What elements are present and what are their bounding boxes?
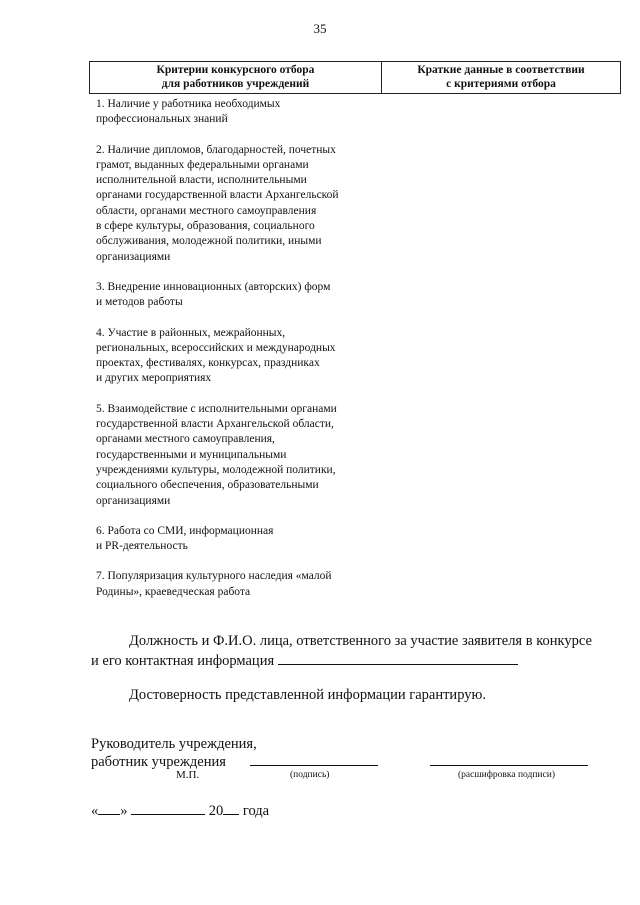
signature-caption: (подпись) [290,770,330,780]
decoding-caption: (расшифровка подписи) [458,770,555,780]
header-criteria-line1: Критерии конкурсного отбора [156,64,315,76]
responsible-line2: и его контактная информация [91,653,275,669]
criterion-item: 3. Внедрение инновационных (авторских) форм и методов работы [96,280,331,309]
criterion-item: 5. Взаимодействие с исполнительными органами государственной власти Архангельской области, органами местного самоуправления, государственными и муниципальными учреждениями культуры, молодежной политики, социального обеспечения, образовательными организациями [96,402,337,507]
responsible-line1: Должность и Ф.И.О. лица, ответственного за участие заявителя в конкурсе [129,633,592,649]
signer-title-line1: Руководитель учреждения, [91,736,257,752]
stamp-label: М.П. [176,769,200,781]
criterion-item: 7. Популяризация культурного наследия «малой Родины», краеведческая работа [96,570,332,598]
year-suffix: года [242,803,270,819]
signature-decoding-field[interactable] [430,765,588,766]
criteria-list [96,97,396,615]
page-number: 35 [313,21,327,36]
guarantee-statement: Достоверность представленной информации гарантирую. [129,687,486,703]
day-field[interactable] [98,802,120,815]
signature-field[interactable] [250,765,378,766]
header-criteria-line2: для работников учреждений [161,78,310,90]
criterion-item: 1. Наличие у работника необходимых профессиональных знаний [96,98,281,126]
signer-title-line2: работник учреждения [91,754,226,770]
responsible-person-statement [91,631,621,671]
header-brief-data [382,62,621,94]
responsible-line2-row [91,651,621,671]
month-field[interactable] [131,802,205,815]
header-brief-line1: Краткие данные в соответствии [417,64,585,76]
criterion-item: 6. Работа со СМИ, информационная и PR-деятельность [96,524,274,553]
criterion-item: 4. Участие в районных, межрайонных, региональных, всероссийских и международных проектах, фестивалях, конкурсах, праздниках и других мероприятиях [96,326,336,385]
contact-info-field[interactable] [278,652,518,665]
criterion-item: 2. Наличие дипломов, благодарностей, почетных грамот, выданных федеральными органами исполнительной власти, исполнительными органами государственной власти Архангельской области, органами местного самоуправления в сфере культуры, образования, социального обслуживания, молодежной политики, иными организациями [96,143,339,263]
date-close-quote: » [120,803,128,819]
criteria-table-header [89,61,621,94]
date-line [91,802,269,820]
year-prefix: 20 [208,803,224,819]
header-brief-line2: с критериями отбора [446,78,556,90]
date-open-quote: « [91,803,99,819]
header-criteria [90,62,382,94]
year-field[interactable] [223,802,239,815]
